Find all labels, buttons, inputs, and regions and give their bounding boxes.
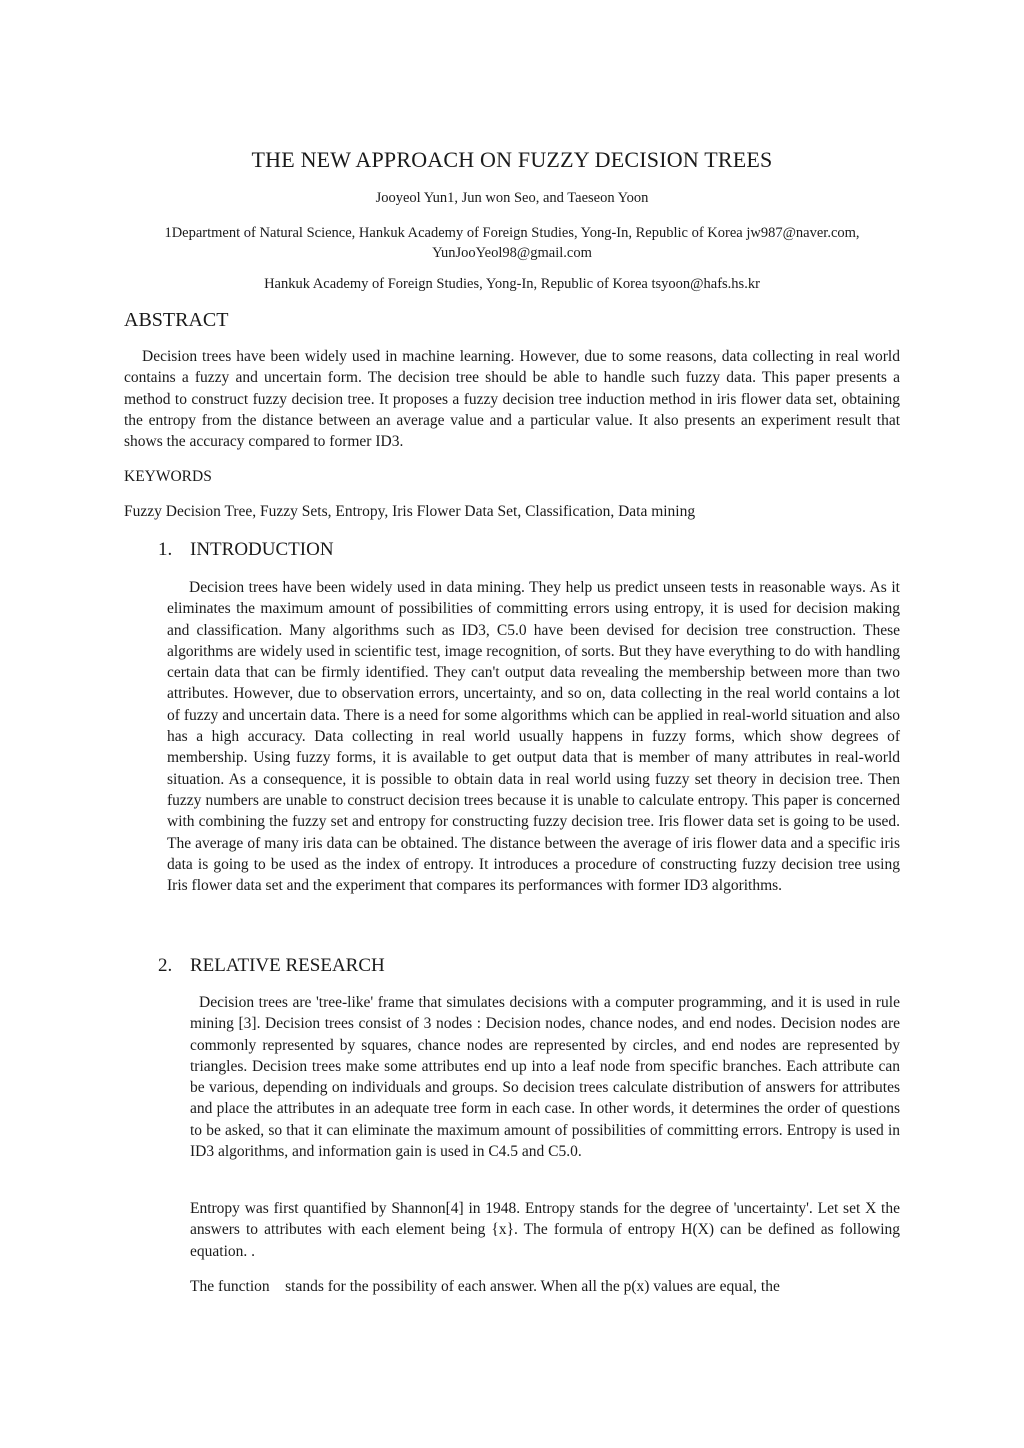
author-list: Jooyeol Yun1, Jun won Seo, and Taeseon Yoon [375,190,649,206]
affiliation-1: 1Department of Natural Science, Hankuk Academy of Foreign Studies, Yong-In, Republic of Korea jw987@naver.com, YunJooYeol98@gmail.com [164,225,860,261]
section-heading-relative-research [158,955,385,977]
section-title: INTRODUCTION [190,539,334,560]
intro-paragraph: Decision trees have been widely used in data mining. They help us predict unseen tests in reasonable ways. As it eliminates the maximum amount of possibilities of committing errors using entropy, it is used for decision making and classification. Many algorithms such as ID3, C5.0 have been devised for decision tree construction. These algorithms are widely used in scientific test, image recognition, of sorts. But they have everything to do with handling certain data that can be firmly identified. They can't output data revealing the membership between more than two attributes. However, due to observation errors, uncertainty, and so on, data collecting in the real world contains a lot of fuzzy and uncertain data. There is a need for some algorithms which can be applied in real-world situation and also has a high accuracy. Data collecting in real world usually happens in fuzzy forms, which show degrees of membership. Using fuzzy forms, it is available to get output data that is member of many attributes in real-world situation. As a consequence, it is possible to obtain data in real world using fuzzy set theory in decision tree. Then fuzzy numbers are unable to construct decision trees because it is unable to calculate entropy. This paper is concerned with combining the fuzzy set and entropy for constructing fuzzy decision tree. Iris flower data set is going to be used. The average of many iris data can be obtained. The distance between the average of iris flower data and a specific iris data is going to be used as the index of entropy. It introduces a procedure of constructing fuzzy decision tree using Iris flower data set and the experiment that compares its performances with former ID3 algorithms. [167,579,900,895]
section-number: 2. [158,955,173,976]
section-title: RELATIVE RESEARCH [190,955,385,976]
keywords-text: Fuzzy Decision Tree, Fuzzy Sets, Entropy, Iris Flower Data Set, Classification, Data mining [124,503,696,520]
abstract-text: Decision trees have been widely used in machine learning. However, due to some reasons, data collecting in real world contains a fuzzy and uncertain form. The decision tree should be able to handle such fuzzy data. This paper presents a method to construct fuzzy decision tree. It proposes a fuzzy decision tree induction method in iris flower data set, obtaining the entropy from the distance between an average value and a particular value. It also presents an experiment result that shows the accuracy compared to former ID3. [124,348,900,451]
section-number: 1. [158,539,173,560]
relative-research-paragraph-2: Entropy was first quantified by Shannon[4] in 1948. Entropy stands for the degree of 'uncertainty'. Let set X the answers to attributes with each element being {x}. The formula of entropy H(X) can be defined as following equation. . [190,1200,900,1260]
section-heading-introduction [158,539,334,561]
abstract-heading: ABSTRACT [124,309,229,331]
affiliation-2: Hankuk Academy of Foreign Studies, Yong-In, Republic of Korea tsyoon@hafs.hs.kr [264,276,760,292]
relative-research-paragraph-1: Decision trees are 'tree-like' frame that simulates decisions with a computer programming, and it is used in rule mining [3]. Decision trees consist of 3 nodes : Decision nodes, chance nodes, and end nodes. Decision nodes are commonly represented by squares, chance nodes are represented by circles, and end nodes are represented by triangles. Decision trees make some attributes end up into a leaf node from specific branches. Each attribute can be various, depending on individuals and groups. So decision trees calculate distribution of answers for attributes and place the attributes in an adequate tree form in each case. In other words, it determines the order of questions to be asked, so that it can eliminate the maximum amount of possibilities of committing errors. Entropy is used in ID3 algorithms, and information gain is used in C4.5 and C5.0. [190,994,900,1161]
keywords-heading: KEYWORDS [124,468,212,485]
relative-research-paragraph-3: The function stands for the possibility of each answer. When all the p(x) values are equal, the [190,1278,780,1295]
paper-title: THE NEW APPROACH ON FUZZY DECISION TREES [251,147,773,172]
